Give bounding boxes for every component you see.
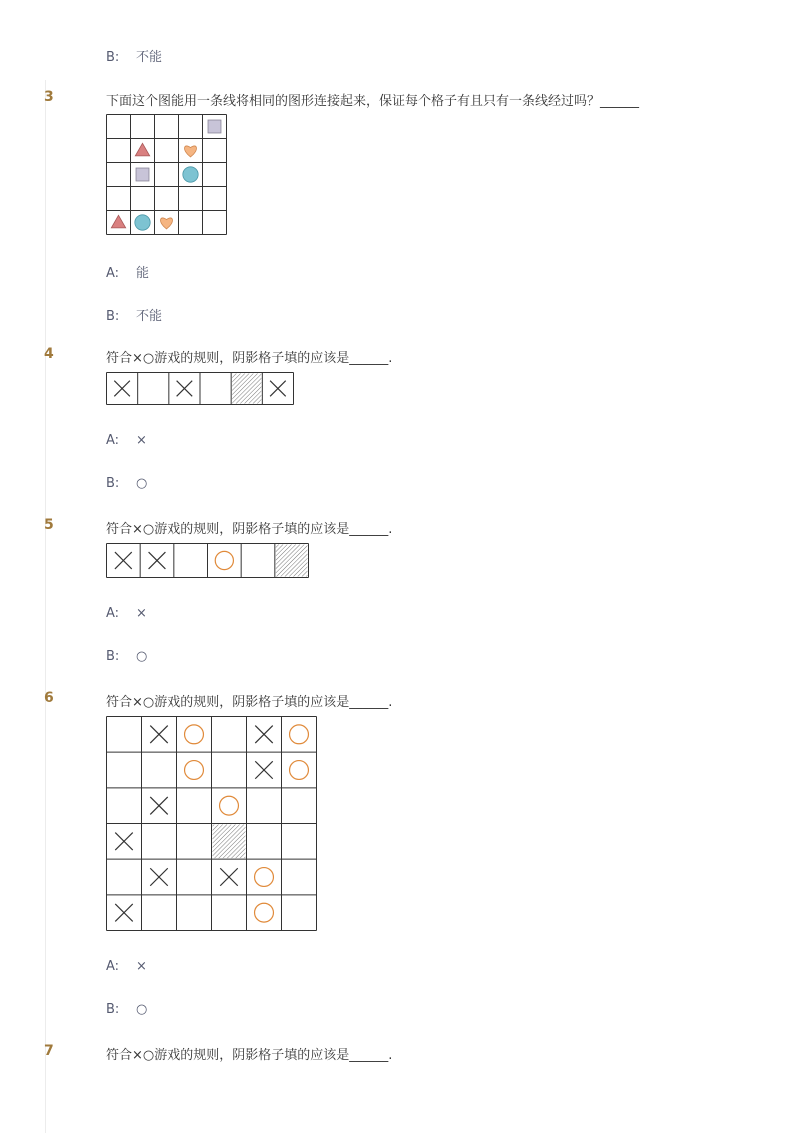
- shaded-cell: [213, 825, 246, 859]
- option-text: ○: [136, 649, 148, 664]
- option-label: B:: [106, 309, 120, 324]
- x-mark: [255, 726, 273, 744]
- o-mark: [185, 761, 204, 780]
- o-mark: [255, 868, 274, 887]
- question-number: 7: [44, 1043, 54, 1059]
- xo-grid: [106, 372, 294, 405]
- question-text: 符合×○游戏的规则，阴影格子填的应该是______.: [106, 522, 393, 537]
- question-divider-line: [45, 80, 46, 1133]
- x-mark: [114, 381, 130, 397]
- grid-lines: [107, 373, 294, 405]
- x-mark: [220, 868, 238, 886]
- question-number: 5: [44, 517, 54, 533]
- o-mark: [255, 903, 274, 922]
- triangle-shape: [135, 143, 149, 156]
- heart-shape: [185, 146, 197, 157]
- square-shape: [208, 120, 221, 133]
- option-text: 不能: [136, 50, 163, 65]
- option-b-prev[interactable]: [106, 46, 162, 65]
- circle-shape: [183, 167, 198, 182]
- question-text: 符合×○游戏的规则，阴影格子填的应该是______.: [106, 695, 393, 710]
- o-mark: [290, 761, 309, 780]
- option-text: ×: [136, 433, 147, 448]
- x-mark: [115, 833, 133, 851]
- o-mark: [185, 725, 204, 744]
- x-mark: [150, 868, 168, 886]
- option-label: A:: [106, 433, 120, 448]
- option-text: ×: [136, 606, 147, 621]
- question-number: 6: [44, 690, 54, 706]
- xo-grid: [106, 716, 317, 931]
- x-mark: [115, 552, 132, 569]
- option-label: A:: [106, 606, 120, 621]
- option-b[interactable]: [106, 476, 147, 491]
- option-text: ○: [136, 1002, 148, 1017]
- option-b[interactable]: [106, 1002, 147, 1017]
- option-b[interactable]: [106, 305, 162, 324]
- option-text: 能: [136, 266, 150, 281]
- shaded-cell: [276, 545, 308, 577]
- x-mark: [150, 797, 168, 815]
- option-label: B:: [106, 476, 120, 491]
- option-text: 不能: [136, 309, 163, 324]
- triangle-shape: [111, 215, 125, 228]
- option-a[interactable]: [106, 262, 149, 281]
- circle-shape: [135, 215, 150, 230]
- x-mark: [255, 761, 273, 779]
- square-shape: [136, 168, 149, 181]
- option-label: B:: [106, 50, 120, 65]
- xo-grid: [106, 543, 309, 578]
- o-mark: [220, 796, 239, 815]
- shape-connect-grid: [106, 114, 227, 235]
- x-mark: [177, 381, 193, 397]
- x-mark: [270, 381, 286, 397]
- option-a[interactable]: [106, 959, 147, 974]
- x-mark: [150, 726, 168, 744]
- option-b[interactable]: [106, 649, 147, 664]
- option-label: A:: [106, 959, 120, 974]
- option-label: B:: [106, 1002, 120, 1017]
- x-mark: [115, 904, 133, 922]
- heart-shape: [161, 218, 173, 229]
- question-number: 3: [44, 89, 54, 105]
- o-mark: [215, 551, 233, 569]
- grid-lines: [107, 717, 317, 931]
- question-text: 符合×○游戏的规则，阴影格子填的应该是______.: [106, 1048, 393, 1063]
- x-mark: [149, 552, 166, 569]
- question-text: 符合×○游戏的规则，阴影格子填的应该是______.: [106, 351, 393, 366]
- option-text: ○: [136, 476, 148, 491]
- question-number: 4: [44, 346, 54, 362]
- o-mark: [290, 725, 309, 744]
- option-label: B:: [106, 649, 120, 664]
- question-text: 下面这个图能用一条线将相同的图形连接起来，保证每个格子有且只有一条线经过吗？______: [106, 94, 640, 109]
- option-a[interactable]: [106, 433, 147, 448]
- option-label: A:: [106, 266, 120, 281]
- option-a[interactable]: [106, 606, 147, 621]
- option-text: ×: [136, 959, 147, 974]
- shaded-cell: [232, 374, 261, 404]
